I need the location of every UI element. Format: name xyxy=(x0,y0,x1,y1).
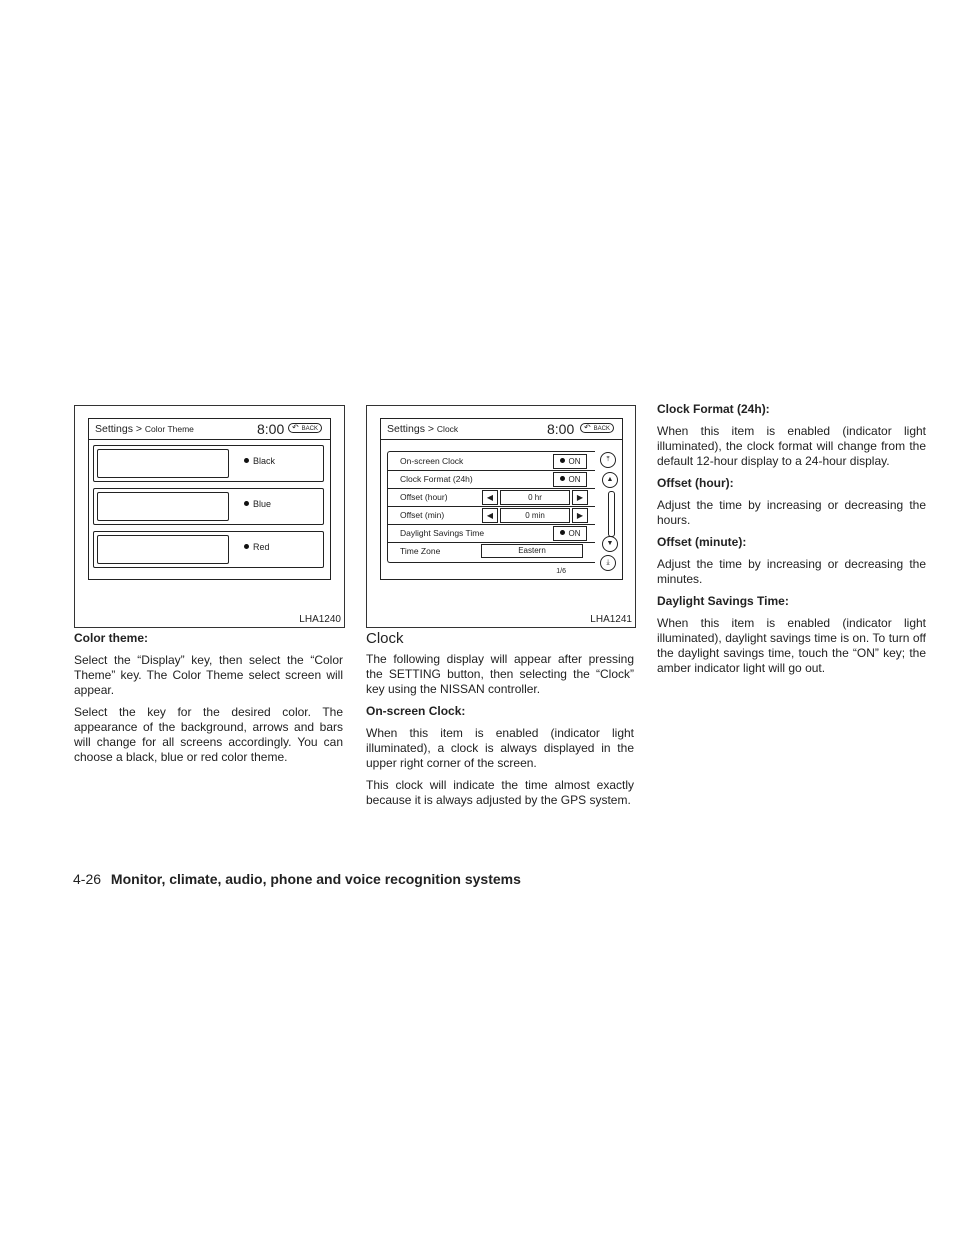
row-onscreen-clock[interactable] xyxy=(388,452,595,471)
indicator-dot-icon xyxy=(560,476,565,481)
daylight-savings-toggle[interactable]: ON xyxy=(553,526,587,541)
indicator-dot-icon xyxy=(244,458,249,463)
back-label: BACK xyxy=(593,426,610,432)
onscreen-clock-para-2: This clock will indicate the time almost exactly because it is always adjusted by the GPS system. xyxy=(366,778,634,807)
back-arrow-icon: ↶ xyxy=(584,423,591,432)
row-label: Offset (hour) xyxy=(400,492,448,502)
page-footer xyxy=(73,871,521,887)
clock-section-title: Clock xyxy=(366,630,404,647)
row-time-zone[interactable] xyxy=(388,542,595,560)
indicator-dot-icon xyxy=(560,530,565,535)
onscreen-clock-toggle[interactable]: ON xyxy=(553,454,587,469)
offset-minute-para: Adjust the time by increasing or decreasing the minutes. xyxy=(657,557,926,586)
option-label: Blue xyxy=(253,499,272,509)
figure-color-theme xyxy=(74,405,345,628)
row-label: On-screen Clock xyxy=(400,456,464,466)
increase-hour-button[interactable]: ▶ xyxy=(572,490,588,505)
chapter-title: Monitor, climate, audio, phone and voice recognition systems xyxy=(110,871,521,887)
row-offset-min xyxy=(388,506,595,525)
clock-intro: The following display will appear after pressing the SETTING button, then selecting the “Clock” key using the NISSAN controller. xyxy=(366,652,634,696)
time-zone-select[interactable]: Eastern xyxy=(481,544,583,558)
row-clock-format[interactable] xyxy=(388,470,595,489)
color-theme-para-1: Select the “Display” key, then select the “Color Theme” key. The Color Theme select screen will appear. xyxy=(74,653,343,697)
back-button[interactable] xyxy=(288,423,322,433)
color-option-red[interactable] xyxy=(93,531,324,568)
left-text-column xyxy=(74,631,343,772)
row-label: Time Zone xyxy=(400,546,441,556)
row-label: Daylight Savings Time xyxy=(400,528,485,538)
color-option-black[interactable] xyxy=(93,445,324,482)
scroll-down-icon[interactable]: ▼ xyxy=(602,536,618,552)
scrollbar[interactable] xyxy=(608,491,615,537)
figure-clock xyxy=(366,405,636,628)
color-theme-para-2: Select the key for the desired color. The appearance of the background, arrows and bars will change for all screens accordingly. You can choose a black, blue or red color theme. xyxy=(74,705,343,764)
row-label: Clock Format (24h) xyxy=(400,474,473,484)
page-indicator: 1/6 xyxy=(556,568,566,575)
color-swatch xyxy=(97,535,229,564)
right-text-column xyxy=(657,402,926,683)
row-offset-hour xyxy=(388,488,595,507)
color-swatch xyxy=(97,449,229,478)
indicator-dot-icon xyxy=(244,501,249,506)
option-label: Black xyxy=(253,456,276,466)
offset-minute-heading: Offset (minute): xyxy=(657,535,747,549)
screen-title: Settings > Color Theme xyxy=(95,423,194,435)
indicator-dot-icon xyxy=(560,458,565,463)
page-up-icon[interactable]: ⤒ xyxy=(600,452,616,468)
screen-clock: 8:00 xyxy=(257,421,285,437)
clock-format-para: When this item is enabled (indicator light illuminated), the clock format will change from the default 12-hour display to a 24-hour display. xyxy=(657,424,926,468)
clock-screen xyxy=(380,418,623,580)
screen-title: Settings > Clock xyxy=(387,423,459,435)
onscreen-clock-heading: On-screen Clock: xyxy=(366,704,466,718)
indicator-dot-icon xyxy=(244,544,249,549)
offset-min-value: 0 min xyxy=(500,508,570,523)
title-divider xyxy=(89,439,330,440)
daylight-para: When this item is enabled (indicator light illuminated), daylight savings time is on. To turn off the daylight savings time, touch the “ON” key; the amber indicator light will go out. xyxy=(657,616,926,675)
decrease-min-button[interactable]: ◀ xyxy=(482,508,498,523)
screen-subtitle: Clock xyxy=(436,424,459,434)
increase-min-button[interactable]: ▶ xyxy=(572,508,588,523)
back-label: BACK xyxy=(301,426,318,432)
offset-hour-heading: Offset (hour): xyxy=(657,476,734,490)
title-divider xyxy=(381,439,622,440)
screen-clock: 8:00 xyxy=(547,421,575,437)
offset-hour-para: Adjust the time by increasing or decreasing the hours. xyxy=(657,498,926,527)
color-option-blue[interactable] xyxy=(93,488,324,525)
color-theme-heading: Color theme: xyxy=(74,631,149,645)
clock-settings-list xyxy=(387,451,595,563)
page-number: 4-26 xyxy=(73,871,102,887)
screen-subtitle: Color Theme xyxy=(144,424,194,434)
back-arrow-icon: ↶ xyxy=(292,423,299,432)
onscreen-clock-para-1: When this item is enabled (indicator light illuminated), a clock is always displayed in the upper right corner of the screen. xyxy=(366,726,634,770)
color-swatch xyxy=(97,492,229,521)
page-down-icon[interactable]: ⤓ xyxy=(600,555,616,571)
clock-format-heading: Clock Format (24h): xyxy=(657,402,770,416)
middle-text-column xyxy=(366,631,634,815)
scroll-up-icon[interactable]: ▲ xyxy=(602,472,618,488)
color-theme-screen xyxy=(88,418,331,580)
daylight-heading: Daylight Savings Time: xyxy=(657,594,789,608)
row-label: Offset (min) xyxy=(400,510,445,520)
row-daylight-savings[interactable] xyxy=(388,524,595,543)
option-label: Red xyxy=(253,542,270,552)
back-button[interactable] xyxy=(580,423,614,433)
figure-code: LHA1241 xyxy=(590,614,632,625)
decrease-hour-button[interactable]: ◀ xyxy=(482,490,498,505)
clock-format-toggle[interactable]: ON xyxy=(553,472,587,487)
figure-code: LHA1240 xyxy=(299,614,341,625)
offset-hour-value: 0 hr xyxy=(500,490,570,505)
